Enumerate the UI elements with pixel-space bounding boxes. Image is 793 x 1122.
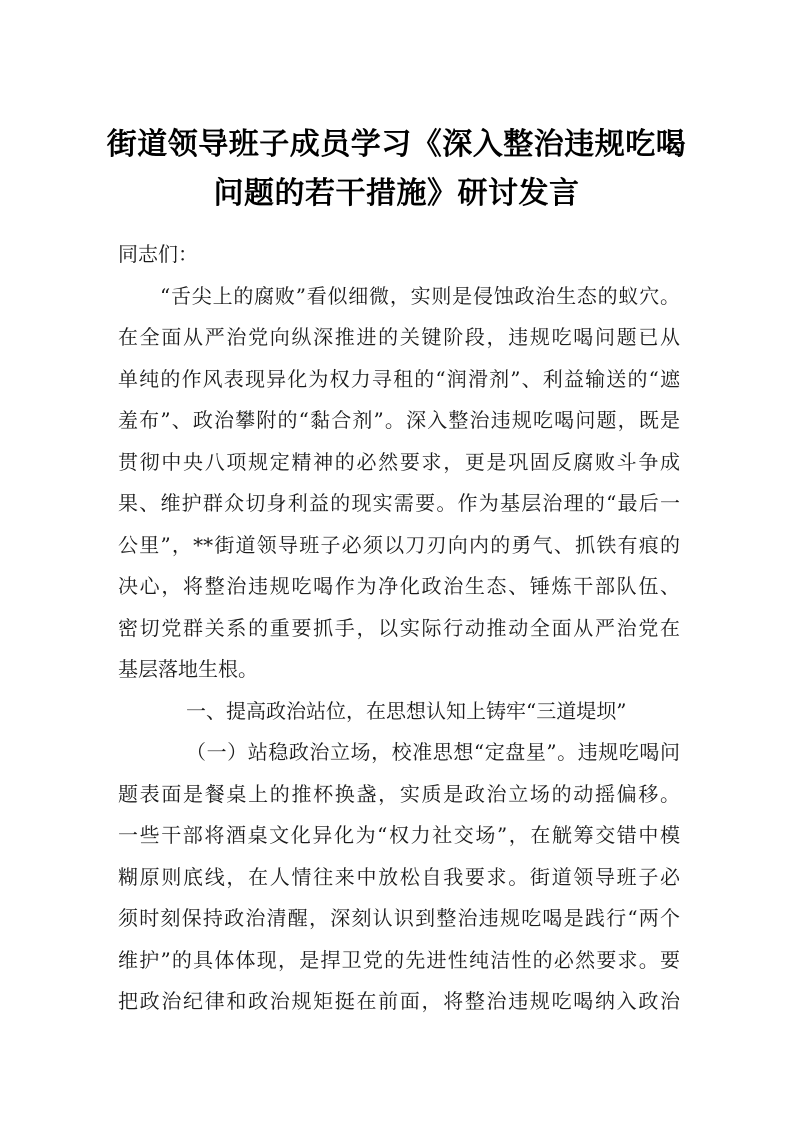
paragraph-2-line-3: 一些干部将酒桌文化异化为“权力社交场”，在觥筹交错中模 xyxy=(118,823,680,847)
paragraph-2-line-1: （一）站稳政治立场，校准思想“定盘星”。违规吃喝问 xyxy=(186,740,680,764)
paragraph-1-line-1: “舌尖上的腐败”看似细微，实则是侵蚀政治生态的蚁穴。 xyxy=(160,283,680,308)
paragraph-1-line-7: 公里”，**街道领导班子必须以刀刃向内的勇气、抓铁有痕的 xyxy=(118,532,680,557)
paragraph-1-line-3: 单纯的作风表现异化为权力寻租的“润滑剂”、利益输送的“遮 xyxy=(118,366,680,391)
document-title-line-2: 问题的若干措施》研讨发言 xyxy=(213,176,580,211)
document-title-line-1: 街道领导班子成员学习《深入整治违规吃喝 xyxy=(106,127,687,162)
document-body xyxy=(118,234,680,1023)
paragraph-1-line-5: 贯彻中央八项规定精神的必然要求，更是巩固反腐败斗争成 xyxy=(118,449,680,474)
paragraph-1-line-8: 决心，将整治违规吃喝作为净化政治生态、锤炼干部队伍、 xyxy=(118,574,680,598)
paragraph-1-line-6: 果、维护群众切身利益的现实需要。作为基层治理的“最后一 xyxy=(118,491,680,515)
paragraph-2-line-7: 把政治纪律和政治规矩挺在前面，将整治违规吃喝纳入政治 xyxy=(118,989,680,1013)
paragraph-1-line-9: 密切党群关系的重要抓手，以实际行动推动全面从严治党在 xyxy=(118,615,680,640)
paragraph-2-line-2: 题表面是餐桌上的推杯换盏，实质是政治立场的动摇偏移。 xyxy=(118,781,680,806)
paragraph-1-line-2: 在全面从严治党向纵深推进的关键阶段，违规吃喝问题已从 xyxy=(118,325,680,349)
paragraph-2-line-4: 糊原则底线，在人情往来中放松自我要求。街道领导班子必 xyxy=(118,864,680,889)
paragraph-1-line-10: 基层落地生根。 xyxy=(118,657,258,681)
salutation: 同志们： xyxy=(118,242,198,266)
paragraph-2-line-5: 须时刻保持政治清醒，深刻认识到整治违规吃喝是践行“两个 xyxy=(118,906,680,930)
section-heading-1: 一、提高政治站位，在思想认知上铸牢“三道堤坝” xyxy=(186,698,627,723)
paragraph-1-line-4: 羞布”、政治攀附的“黏合剂”。深入整治违规吃喝问题，既是 xyxy=(118,408,680,432)
paragraph-2-line-6: 维护”的具体体现，是捍卫党的先进性纯洁性的必然要求。要 xyxy=(118,947,680,972)
